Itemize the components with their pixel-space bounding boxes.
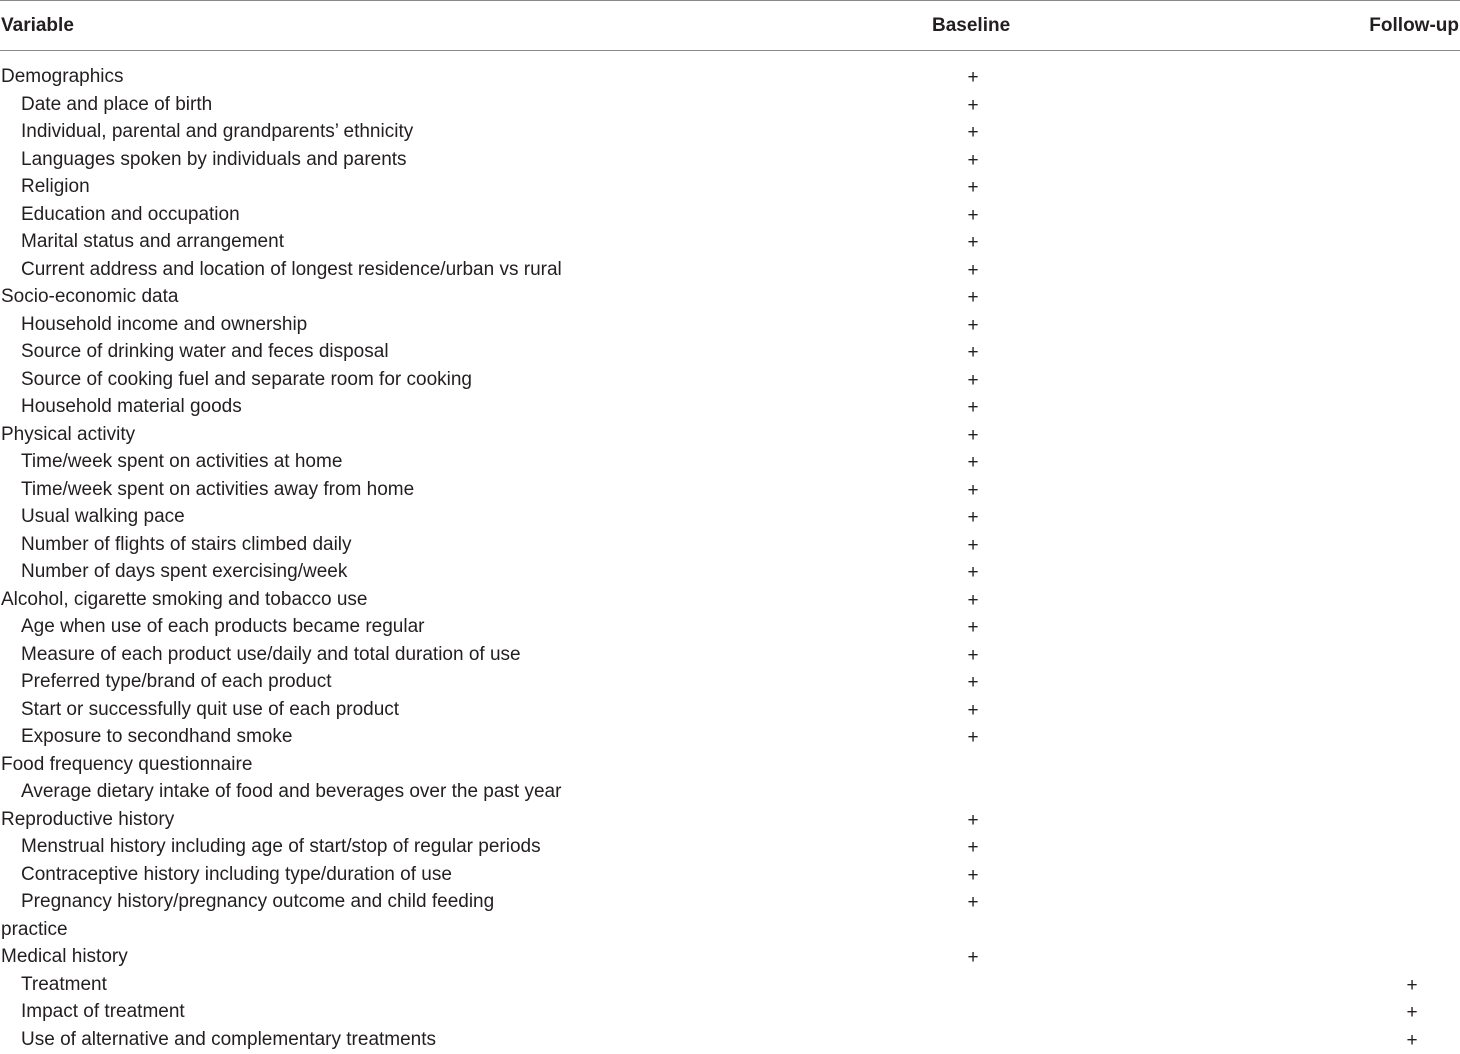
- row-variable: Impact of treatment: [21, 1001, 185, 1022]
- row-baseline-mark: +: [967, 369, 979, 391]
- row-variable: Languages spoken by individuals and parents: [21, 148, 407, 170]
- table-row: [0, 558, 1460, 586]
- row-baseline-mark: +: [967, 589, 979, 611]
- table-row: [0, 613, 1460, 641]
- row-variable: Food frequency questionnaire: [1, 753, 253, 775]
- row-variable: Measure of each product use/daily and total duration of use: [21, 643, 521, 665]
- row-variable: Source of cooking fuel and separate room for cooking: [21, 368, 472, 390]
- table-row: [0, 806, 1460, 834]
- row-variable: Household income and ownership: [21, 313, 308, 335]
- row-baseline-mark: +: [967, 617, 979, 638]
- table-row: [0, 146, 1460, 174]
- table-row: [0, 338, 1460, 366]
- table-row: [0, 393, 1460, 421]
- row-variable: Household material goods: [21, 396, 242, 417]
- row-variable: practice: [1, 918, 68, 940]
- row-baseline-mark: +: [967, 837, 979, 858]
- header-baseline: Baseline: [932, 15, 1011, 36]
- table-row: [0, 778, 1460, 806]
- table-row: [0, 861, 1460, 889]
- row-baseline-mark: +: [967, 94, 979, 116]
- table-row: [0, 503, 1460, 531]
- row-baseline-mark: +: [967, 534, 979, 556]
- row-baseline-mark: +: [967, 864, 979, 886]
- table-row: [0, 63, 1460, 91]
- row-variable: Number of flights of stairs climbed daily: [21, 533, 352, 555]
- row-baseline-mark: +: [967, 67, 979, 88]
- table-row: [0, 118, 1460, 146]
- row-baseline-mark: +: [967, 727, 979, 748]
- row-variable: Individual, parental and grandparents’ ethnicity: [21, 121, 414, 142]
- row-variable: Start or successfully quit use of each product: [21, 698, 400, 720]
- table-row: [0, 476, 1460, 504]
- table-row: [0, 916, 1460, 944]
- row-variable: Marital status and arrangement: [21, 231, 284, 252]
- table-row: [0, 421, 1460, 449]
- table-header-row: [0, 0, 1460, 50]
- table-row: [0, 366, 1460, 394]
- table-row: [0, 696, 1460, 724]
- table-row: [0, 751, 1460, 779]
- row-variable: Date and place of birth: [21, 93, 213, 115]
- row-variable: Current address and location of longest residence/urban vs rural: [21, 258, 562, 280]
- row-variable: Time/week spent on activities away from home: [21, 478, 415, 500]
- row-baseline-mark: +: [967, 562, 979, 583]
- row-followup-mark: +: [1406, 1002, 1418, 1023]
- row-variable: Demographics: [1, 66, 124, 87]
- row-baseline-mark: +: [967, 947, 979, 968]
- row-baseline-mark: +: [967, 672, 979, 693]
- table-row: [0, 998, 1460, 1026]
- table-row: [0, 228, 1460, 256]
- table-row: [0, 943, 1460, 971]
- table-header-rule: [0, 50, 1460, 51]
- row-baseline-mark: +: [967, 149, 979, 171]
- row-baseline-mark: +: [967, 809, 979, 831]
- table-row: [0, 971, 1460, 999]
- row-baseline-mark: +: [967, 122, 979, 143]
- row-variable: Reproductive history: [1, 808, 175, 830]
- row-variable: Contraceptive history including type/duration of use: [21, 863, 452, 885]
- row-variable: Time/week spent on activities at home: [21, 451, 343, 472]
- header-followup: Follow-up: [1369, 15, 1459, 36]
- table-row: [0, 531, 1460, 559]
- row-variable: Religion: [21, 176, 90, 197]
- table-row: [0, 283, 1460, 311]
- table-row: [0, 833, 1460, 861]
- row-variable: Socio-economic data: [1, 286, 179, 307]
- row-variable: Education and occupation: [21, 203, 240, 225]
- row-baseline-mark: +: [967, 452, 979, 473]
- row-baseline-mark: +: [967, 259, 979, 281]
- table-row: [0, 448, 1460, 476]
- row-variable: Alcohol, cigarette smoking and tobacco use: [1, 588, 368, 610]
- row-variable: Exposure to secondhand smoke: [21, 726, 293, 747]
- row-followup-mark: +: [1406, 1029, 1418, 1051]
- table-row: [0, 641, 1460, 669]
- row-baseline-mark: +: [967, 177, 979, 198]
- row-variable: Pregnancy history/pregnancy outcome and child feeding: [21, 891, 495, 912]
- row-variable: Use of alternative and complementary treatments: [21, 1028, 437, 1050]
- row-variable: Physical activity: [1, 423, 136, 445]
- row-baseline-mark: +: [967, 287, 979, 308]
- table-row: [0, 888, 1460, 916]
- row-baseline-mark: +: [967, 424, 979, 446]
- row-baseline-mark: +: [967, 232, 979, 253]
- row-baseline-mark: +: [967, 644, 979, 666]
- row-variable: Number of days spent exercising/week: [21, 561, 348, 582]
- row-baseline-mark: +: [967, 479, 979, 501]
- row-baseline-mark: +: [967, 342, 979, 363]
- table-row: [0, 173, 1460, 201]
- row-followup-mark: +: [1406, 974, 1418, 996]
- row-variable: Age when use of each products became regular: [21, 616, 425, 637]
- row-variable: Usual walking pace: [21, 506, 185, 527]
- row-baseline-mark: +: [967, 507, 979, 528]
- row-variable: Average dietary intake of food and beverages over the past year: [21, 781, 562, 802]
- row-baseline-mark: +: [967, 699, 979, 721]
- row-baseline-mark: +: [967, 314, 979, 336]
- header-variable: Variable: [1, 15, 74, 36]
- table-row: [0, 201, 1460, 229]
- row-baseline-mark: +: [967, 204, 979, 226]
- row-variable: Menstrual history including age of start/stop of regular periods: [21, 836, 541, 857]
- table-body: [0, 63, 1460, 1053]
- row-variable: Medical history: [1, 946, 128, 967]
- table-row: [0, 311, 1460, 339]
- table-row: [0, 668, 1460, 696]
- row-baseline-mark: +: [967, 892, 979, 913]
- table-row: [0, 586, 1460, 614]
- row-variable: Source of drinking water and feces disposal: [21, 341, 389, 362]
- row-variable: Preferred type/brand of each product: [21, 671, 332, 692]
- row-baseline-mark: +: [967, 397, 979, 418]
- table-row: [0, 91, 1460, 119]
- table-row: [0, 256, 1460, 284]
- table-row: [0, 723, 1460, 751]
- row-variable: Treatment: [21, 973, 107, 995]
